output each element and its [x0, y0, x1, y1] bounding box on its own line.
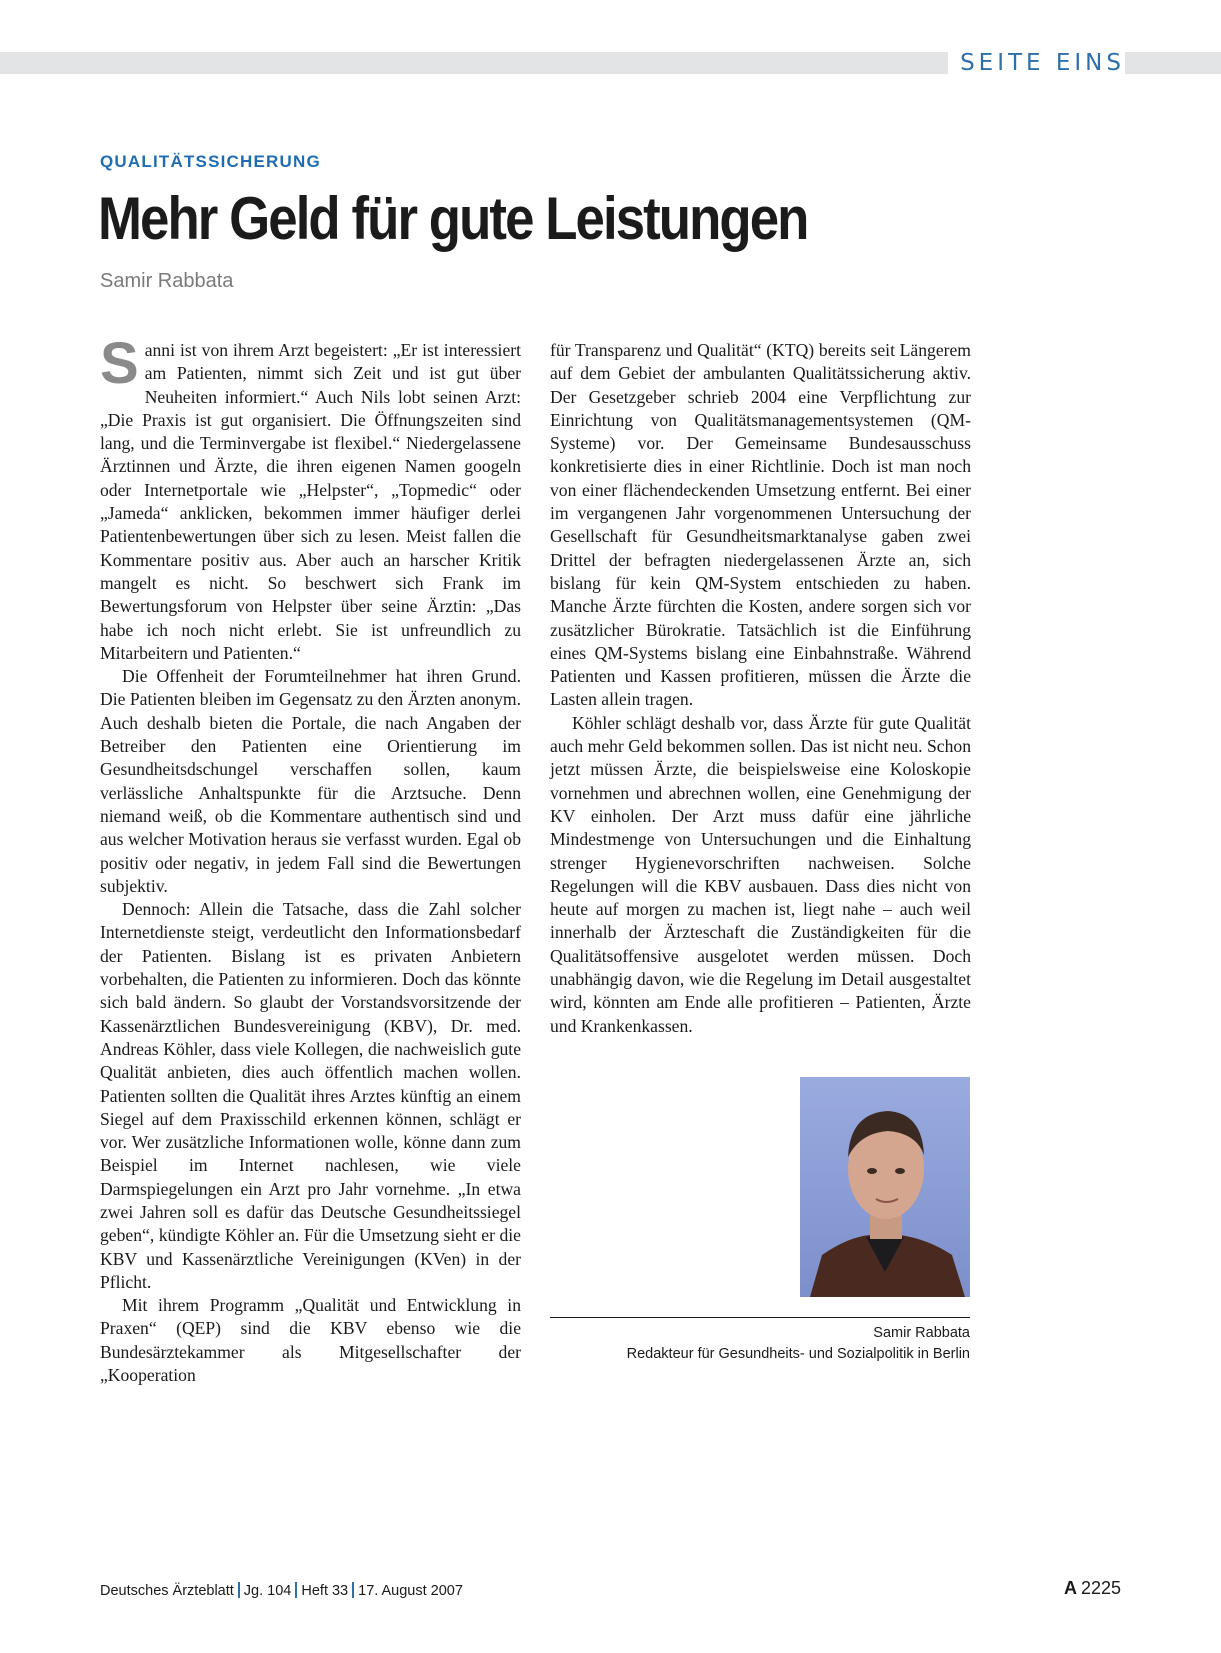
paragraph: Mit ihrem Programm „Qualität und Entwicklung in Praxen“ (QEP) sind die KBV ebenso wie die Bundesärztekammer als Mitgesellschafter der „Kooperation	[100, 1295, 521, 1386]
paragraph: für Transparenz und Qualität“ (KTQ) bereits seit Längerem auf dem Gebiet der ambulanten Qualitätssicherung aktiv. Der Gesetzgeber schrieb 2004 eine Verpflichtung zur Einrichtung von Qualitätsmanagementsystemen (QM-Systeme) vor. Der Gemeinsame Bundesausschuss konkretisierte dies in einer Richtlinie. Doch ist man noch von einer flächendeckenden Umsetzung entfernt. Bei einer im vergangenen Jahr vorgenommenen Untersuchung der Gesellschaft für Gesundheitsmarktanalyse gaben zwei Drittel der befragten niedergelassenen Ärzte an, sich bislang für kein QM-System entschieden zu haben. Manche Ärzte fürchten die Kosten, andere sorgen sich vor zusätzlicher Bürokratie. Tatsächlich ist die Einführung eines QM-Systems bislang eine Einbahnstraße. Während Patienten und Kassen profitieren, müssen die Ärzte die Lasten allein tragen.	[550, 340, 971, 710]
paragraph: Köhler schlägt deshalb vor, dass Ärzte für gute Qualität auch mehr Geld bekommen sollen. Das ist nicht neu. Schon jetzt müssen Ärzte, die beispielsweise eine Koloskopie vornehmen und abrechnen wollen, eine Genehmigung der KV einholen. Der Arzt muss dafür eine jährliche Mindestmenge von Untersuchungen und die Einhaltung strenger Hygienevorschriften nachweisen. Solche Regelungen will die KBV ausbauen. Dass dies nicht von heute auf morgen zu machen ist, liegt nahe – auch weil innerhalb der Ärzteschaft die Zuständigkeiten für die Qualitätsoffensive ausgelotet werden müssen. Doch unabhängig davon, wie die Regelung im Detail ausgestaltet wird, könnten am Ende alle profitieren – Patienten, Ärzte und Krankenkassen.	[550, 712, 971, 1036]
page-number-value: 2225	[1080, 1578, 1121, 1598]
caption-role: Redakteur für Gesundheits- und Sozialpolitik in Berlin	[626, 1346, 970, 1362]
article-title: Mehr Geld für gute Leistungen	[98, 185, 808, 252]
footer-separator	[238, 1582, 240, 1598]
paragraph: Die Offenheit der Forumteilnehmer hat ihren Grund. Die Patienten bleiben im Gegensatz zu den Ärzten anonym. Auch deshalb bieten die Portale, die nach Angaben der Betreiber den Patienten eine Orientierung im Gesundheitsdschungel verschaffen sollen, kaum verlässliche Anhaltspunkte für die Arztsuche. Denn niemand weiß, ob die Kommentare authentisch sind und aus welcher Motivation heraus sie verfasst wurden. Egal ob positiv oder negativ, in jedem Fall sind die Bewertungen subjektiv.	[100, 666, 521, 896]
article-kicker: QUALITÄTSSICHERUNG	[100, 152, 321, 171]
footer-separator	[295, 1582, 297, 1598]
footer-date: 17. August 2007	[358, 1583, 463, 1599]
footer-issue: Heft 33	[301, 1583, 349, 1599]
paragraph-text: anni ist von ihrem Arzt begeistert: „Er ist interessiert am Patienten, nimmt sich Zeit und ist gut über Neuheiten informiert.“ Auch Nils lobt seinen Arzt: „Die Praxis ist gut organisiert. Die Öffnungszeiten sind lang, und die Terminvergabe ist flexibel.“ Niedergelassene Ärztinnen und Ärzte, die ihren eigenen Namen googeln oder Internetportale wie „Helpster“, „Topmedic“ oder „Jameda“ anklicken, bekommen immer häufiger derlei Patientenbewertungen über sich zu lesen. Meist fallen die Kommentare positiv aus. Aber auch an harscher Kritik mangelt es nicht. So beschwert sich Frank im Bewertungsforum von Helpster über seine Ärztin: „Das habe ich noch nicht erlebt. Sie ist unfreundlich zu Mitarbeitern und Patienten.“	[100, 340, 521, 663]
page-number	[1064, 1578, 1121, 1599]
article-author: Samir Rabbata	[100, 270, 234, 292]
paragraph	[100, 331, 521, 665]
caption-name: Samir Rabbata	[873, 1325, 970, 1341]
dropcap: S	[100, 331, 139, 396]
footer-journal: Deutsches Ärzteblatt	[100, 1583, 234, 1599]
article-column-1	[100, 331, 521, 1387]
page-prefix: A	[1063, 1578, 1077, 1598]
article-column-2	[550, 339, 971, 1038]
caption-divider	[550, 1317, 970, 1318]
author-photo	[800, 1077, 970, 1297]
footer-volume: Jg. 104	[243, 1583, 292, 1599]
paragraph: Dennoch: Allein die Tatsache, dass die Zahl solcher Internetdienste steigt, verdeutlicht den Informationsbedarf der Patienten. Bislang ist es privaten Anbietern vorbehalten, die Patienten zu informieren. Doch das könnte sich bald ändern. So glaubt der Vorstandsvorsitzende der Kassenärztlichen Bundesvereinigung (KBV), Dr. med. Andreas Köhler, dass viele Kollegen, die nachweislich gute Qualität anbieten, dies auch öffentlich machen wollen. Patienten sollten die Qualität ihres Arztes künftig an einem Siegel auf dem Praxisschild erkennen können, schlägt er vor. Wer zusätzliche Informationen wolle, könne dann zum Beispiel im Internet nachlesen, wie viele Darmspiegelungen ein Arzt pro Jahr vornehme. „In etwa zwei Jahren soll es dafür das Deutsche Gesundheitssiegel geben“, kündigte Köhler an. Für die Umsetzung sieht er die KBV und Kassenärztliche Vereinigungen (KVen) in der Pflicht.	[100, 899, 521, 1292]
photo-caption	[627, 1323, 970, 1365]
section-label: SEITE EINS	[948, 48, 1125, 78]
footer-separator	[352, 1582, 354, 1598]
footer-citation	[100, 1582, 463, 1599]
author-portrait-icon	[800, 1077, 970, 1297]
